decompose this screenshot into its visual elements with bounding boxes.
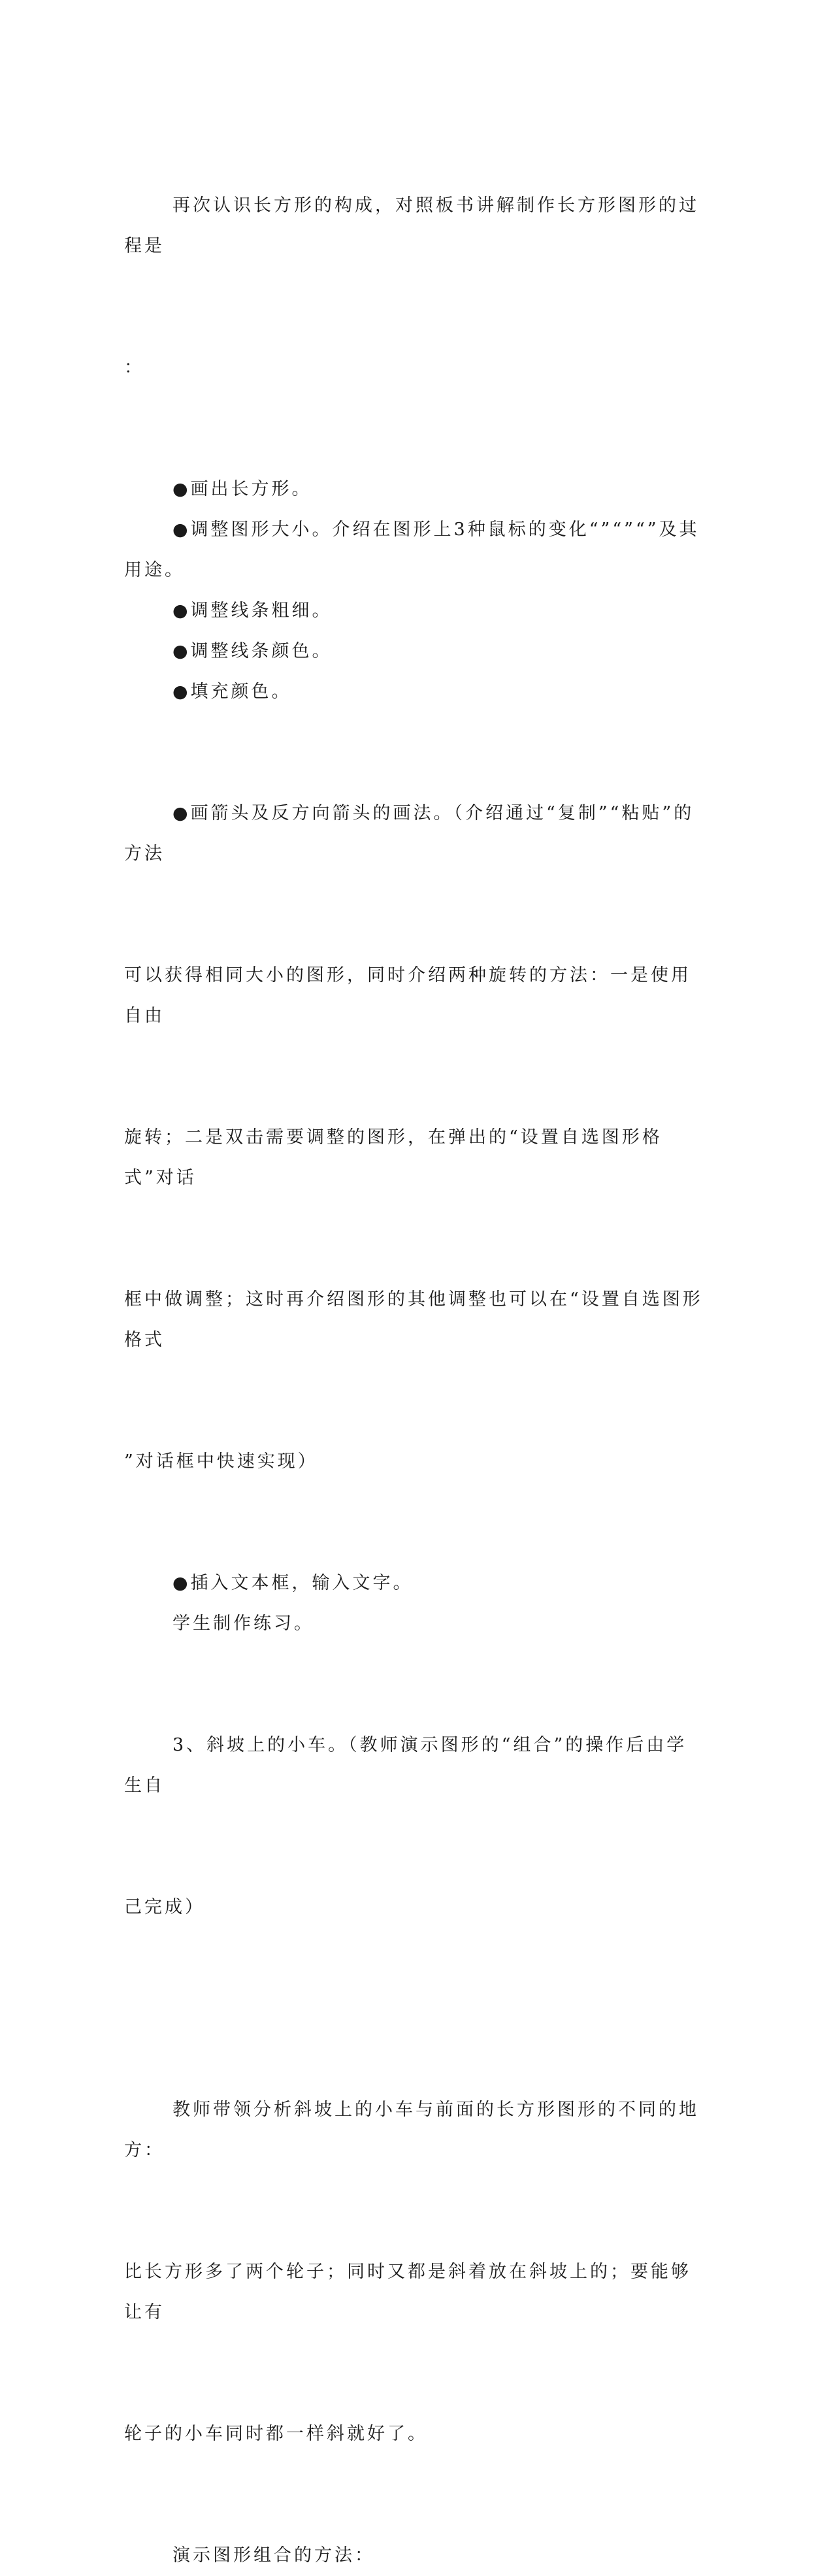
bullet-line-color: ●调整线条颜色。	[172, 641, 333, 661]
line: ●画箭头及反方向箭头的画法。（介绍通过“复制”“粘贴”的方法	[124, 803, 694, 864]
line: 再次认识长方形的构成，对照板书讲解制作长方形图形的过程是	[124, 195, 699, 256]
document-body	[124, 105, 706, 2576]
paragraph-student-practice: 学生制作练习。	[172, 1613, 314, 1634]
line: 旋转；二是双击需要调整的图形，在弹出的“设置自选图形格式”对话	[124, 1127, 662, 1188]
line: 3、斜坡上的小车。（教师演示图形的“组合”的操作后由学生自	[124, 1735, 687, 1796]
line: 可以获得相同大小的图形，同时介绍两种旋转的方法：一是使用自由	[124, 965, 691, 1026]
line: ”对话框中快速实现）	[124, 1451, 318, 1472]
bullet-fill-color: ●填充颜色。	[172, 682, 292, 702]
bullet-draw-rectangle: ●画出长方形。	[172, 479, 312, 499]
line: ：	[124, 357, 144, 378]
paragraph-group-method: 演示图形组合的方法：	[172, 2545, 375, 2566]
line: 比长方形多了两个轮子；同时又都是斜着放在斜坡上的；要能够让有	[124, 2262, 691, 2322]
line: 己完成）	[124, 1897, 205, 1917]
bullet-draw-arrows	[124, 712, 706, 1563]
bullet-resize-shape: ●调整图形大小。介绍在图形上3种鼠标的变化“”“”“”及其用途。	[124, 520, 700, 580]
line: 框中做调整；这时再介绍图形的其他调整也可以在“设置自选图形格式	[124, 1289, 703, 1350]
paragraph-rectangle-structure	[124, 105, 706, 469]
line: 教师带领分析斜坡上的小车与前面的长方形图形的不同的地方：	[124, 2100, 699, 2160]
paragraph-slope-car	[124, 1644, 706, 2009]
bullet-insert-textbox: ●插入文本框，输入文字。	[172, 1573, 414, 1593]
bullet-line-weight: ●调整线条粗细。	[172, 601, 333, 621]
line: 轮子的小车同时都一样斜就好了。	[124, 2424, 428, 2444]
paragraph-teacher-analysis	[124, 2009, 706, 2535]
